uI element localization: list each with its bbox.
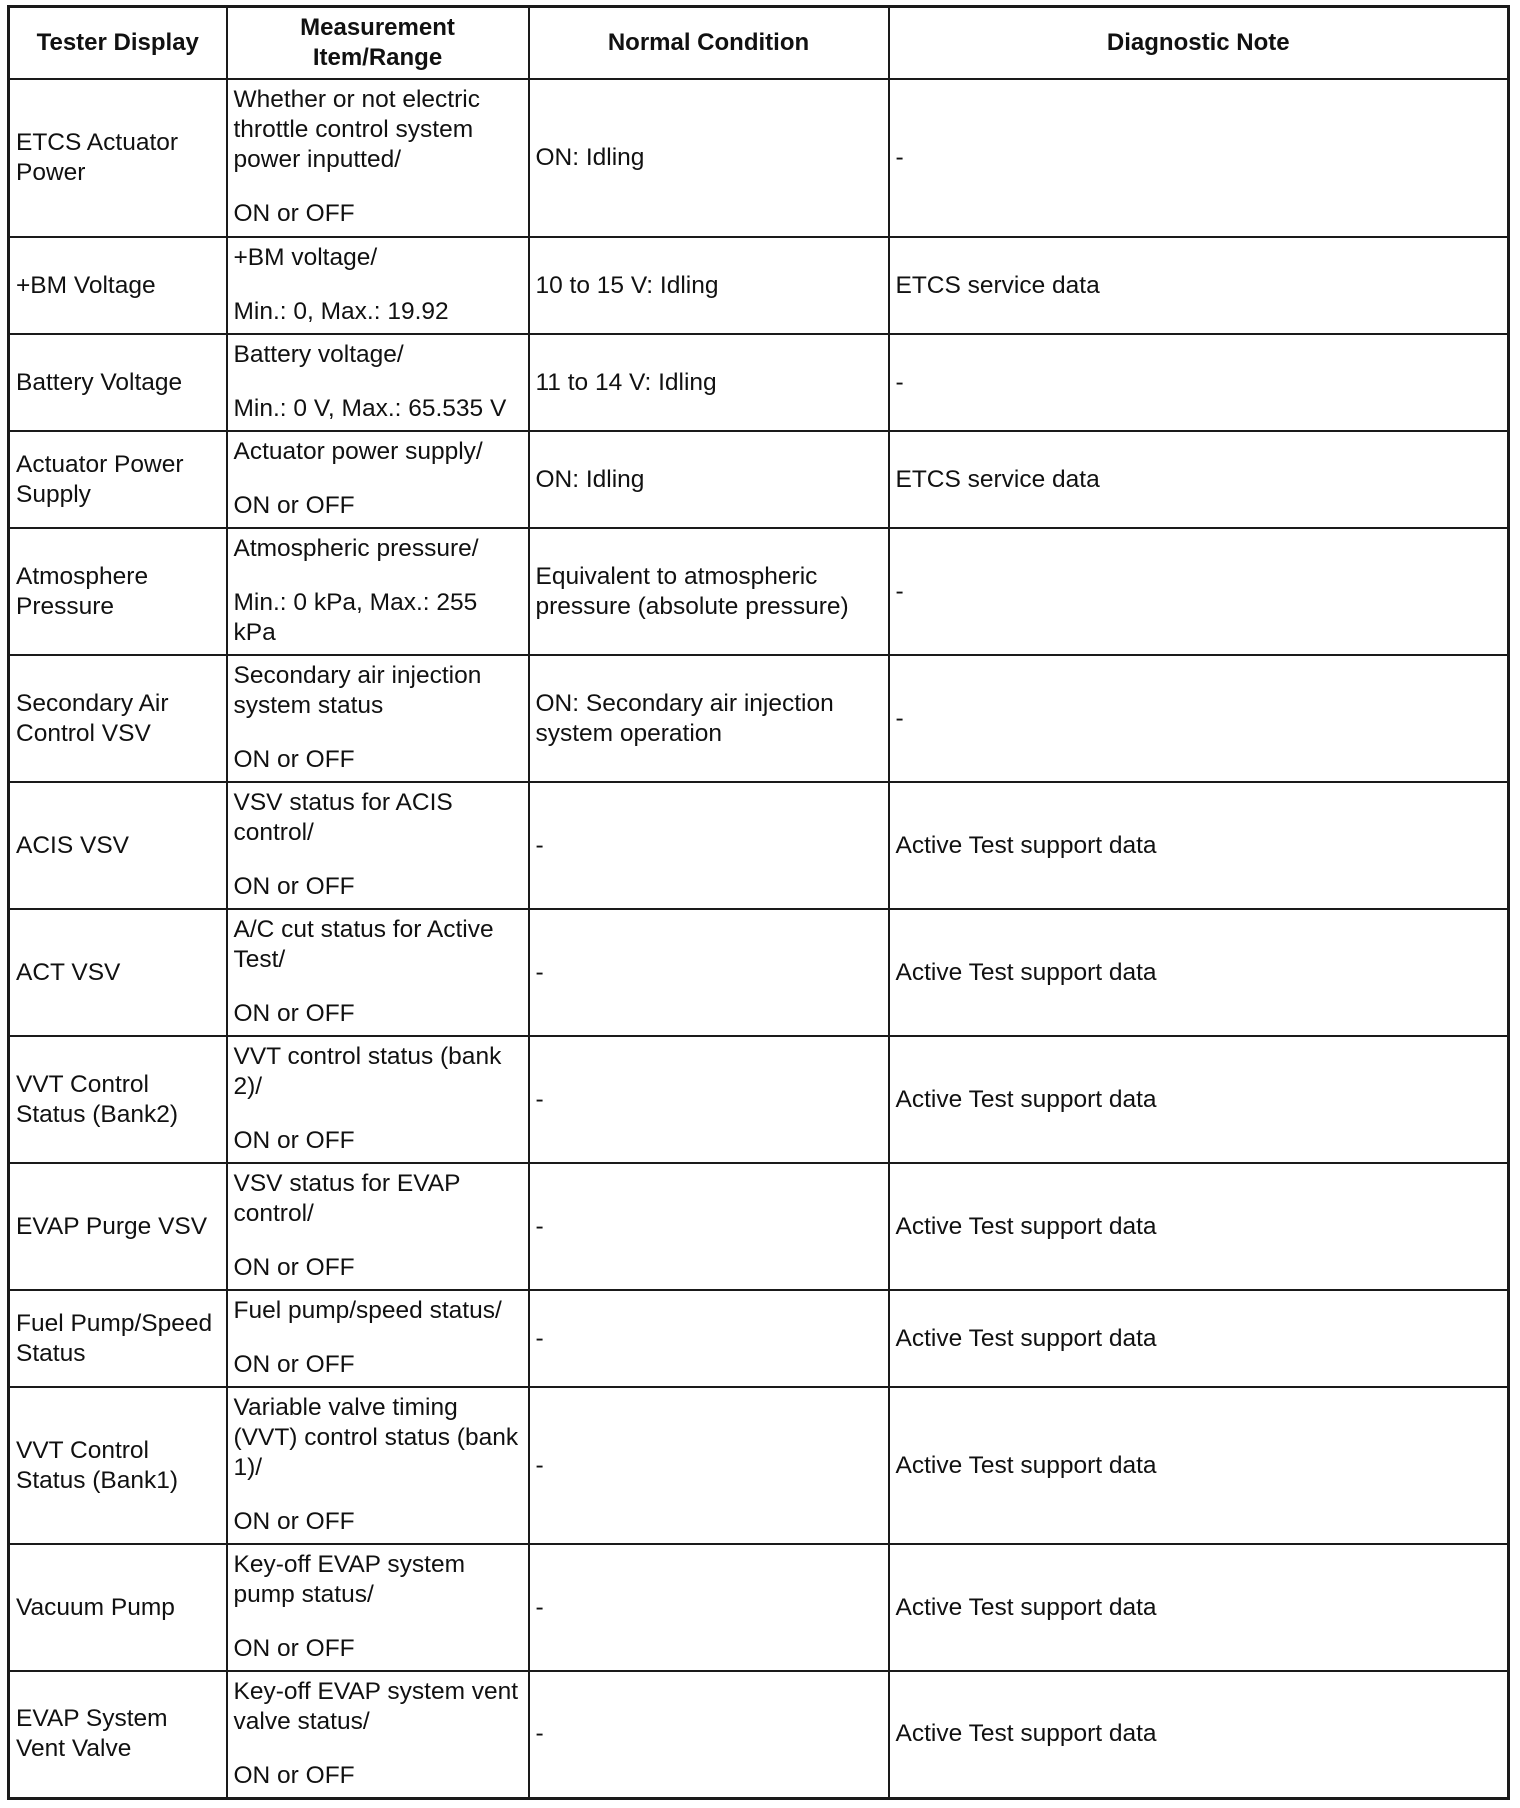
measurement-cell [227,334,529,431]
header-diagnostic-note: Diagnostic Note [889,7,1509,80]
measurement-range: Min.: 0 V, Max.: 65.535 V [233,395,507,422]
tester-display-cell: ETCS Actuator Power [9,79,227,237]
measurement-cell [227,237,529,334]
table-row [9,334,1509,431]
tester-display-cell: ACIS VSV [9,782,227,909]
measurement-range: ON or OFF [233,746,355,773]
table-row [9,528,1509,655]
normal-condition-cell: - [529,1544,889,1671]
measurement-cell [227,79,529,237]
diagnostic-note-cell: Active Test support data [889,1671,1509,1798]
tester-display-cell: Fuel Pump/Speed Status [9,1290,227,1387]
measurement-title: VVT control status (bank 2)/ [233,1043,502,1100]
diagnostic-note-cell: - [889,655,1509,782]
normal-condition-cell: 10 to 15 V: Idling [529,237,889,334]
measurement-range: ON or OFF [233,1351,355,1378]
data-list-table [7,5,1510,1800]
tester-display-cell: Actuator Power Supply [9,431,227,528]
measurement-title: +BM voltage/ [233,244,378,271]
header-normal-condition: Normal Condition [529,7,889,80]
tester-display-cell: Secondary Air Control VSV [9,655,227,782]
table-row [9,1671,1509,1798]
measurement-cell [227,1671,529,1798]
measurement-title: Key-off EVAP system vent valve status/ [233,1678,519,1735]
measurement-cell [227,1544,529,1671]
diagnostic-note-cell: - [889,79,1509,237]
measurement-title: Battery voltage/ [233,341,404,368]
header-row [9,7,1509,80]
measurement-title: Actuator power supply/ [233,438,483,465]
normal-condition-cell: - [529,909,889,1036]
diagnostic-note-cell: - [889,334,1509,431]
table-row [9,1544,1509,1671]
table-row [9,782,1509,909]
diagnostic-note-cell: Active Test support data [889,1387,1509,1544]
measurement-range: ON or OFF [233,1254,355,1281]
normal-condition-cell: ON: Idling [529,79,889,237]
diagnostic-note-cell: ETCS service data [889,237,1509,334]
table-row [9,237,1509,334]
measurement-range: Min.: 0, Max.: 19.92 [233,298,449,325]
measurement-title: VSV status for ACIS control/ [233,789,453,846]
normal-condition-cell: - [529,1387,889,1544]
tester-display-cell: Atmosphere Pressure [9,528,227,655]
diagnostic-note-cell: Active Test support data [889,1544,1509,1671]
measurement-title: Variable valve timing (VVT) control status (bank 1)/ [233,1394,519,1481]
tester-display-cell: +BM Voltage [9,237,227,334]
normal-condition-cell: 11 to 14 V: Idling [529,334,889,431]
normal-condition-cell: ON: Secondary air injection system operation [529,655,889,782]
measurement-cell [227,1036,529,1163]
table-row [9,1163,1509,1290]
measurement-range: Min.: 0 kPa, Max.: 255 kPa [233,589,478,646]
measurement-cell [227,1290,529,1387]
normal-condition-cell: ON: Idling [529,431,889,528]
measurement-title: Fuel pump/speed status/ [233,1297,502,1324]
diagnostic-note-cell: Active Test support data [889,1036,1509,1163]
measurement-cell [227,909,529,1036]
normal-condition-cell: - [529,1290,889,1387]
diagnostic-note-cell: - [889,528,1509,655]
diagnostic-note-cell: Active Test support data [889,909,1509,1036]
measurement-cell [227,431,529,528]
table-row [9,909,1509,1036]
normal-condition-cell: - [529,1671,889,1798]
tester-display-cell: ACT VSV [9,909,227,1036]
diagnostic-note-cell: Active Test support data [889,1163,1509,1290]
measurement-range: ON or OFF [233,1762,355,1789]
measurement-range: ON or OFF [233,492,355,519]
table-row [9,1290,1509,1387]
header-measurement: Measurement Item/Range [227,7,529,80]
measurement-cell [227,655,529,782]
measurement-title: Atmospheric pressure/ [233,535,479,562]
measurement-title: A/C cut status for Active Test/ [233,916,494,973]
tester-display-cell: EVAP System Vent Valve [9,1671,227,1798]
tester-display-cell: EVAP Purge VSV [9,1163,227,1290]
measurement-cell [227,782,529,909]
normal-condition-cell: Equivalent to atmospheric pressure (absolute pressure) [529,528,889,655]
tester-display-cell: Battery Voltage [9,334,227,431]
measurement-title: Secondary air injection system status [233,662,482,719]
measurement-range: ON or OFF [233,1635,355,1662]
header-tester-display: Tester Display [9,7,227,80]
table-row [9,1036,1509,1163]
measurement-range: ON or OFF [233,1127,355,1154]
normal-condition-cell: - [529,782,889,909]
measurement-range: ON or OFF [233,200,355,227]
measurement-range: ON or OFF [233,1508,355,1535]
normal-condition-cell: - [529,1163,889,1290]
measurement-title: VSV status for EVAP control/ [233,1170,461,1227]
measurement-title: Whether or not electric throttle control system power inputted/ [233,86,480,173]
tester-display-cell: VVT Control Status (Bank1) [9,1387,227,1544]
table-row [9,431,1509,528]
measurement-cell [227,1163,529,1290]
measurement-range: ON or OFF [233,873,355,900]
measurement-range: ON or OFF [233,1000,355,1027]
table-body [9,79,1509,1798]
tester-display-cell: VVT Control Status (Bank2) [9,1036,227,1163]
tester-display-cell: Vacuum Pump [9,1544,227,1671]
table-row [9,655,1509,782]
table-row [9,1387,1509,1544]
data-list-sheet [7,5,1507,1800]
diagnostic-note-cell: ETCS service data [889,431,1509,528]
measurement-title: Key-off EVAP system pump status/ [233,1551,465,1608]
diagnostic-note-cell: Active Test support data [889,782,1509,909]
measurement-cell [227,1387,529,1544]
normal-condition-cell: - [529,1036,889,1163]
diagnostic-note-cell: Active Test support data [889,1290,1509,1387]
measurement-cell [227,528,529,655]
table-row [9,79,1509,237]
